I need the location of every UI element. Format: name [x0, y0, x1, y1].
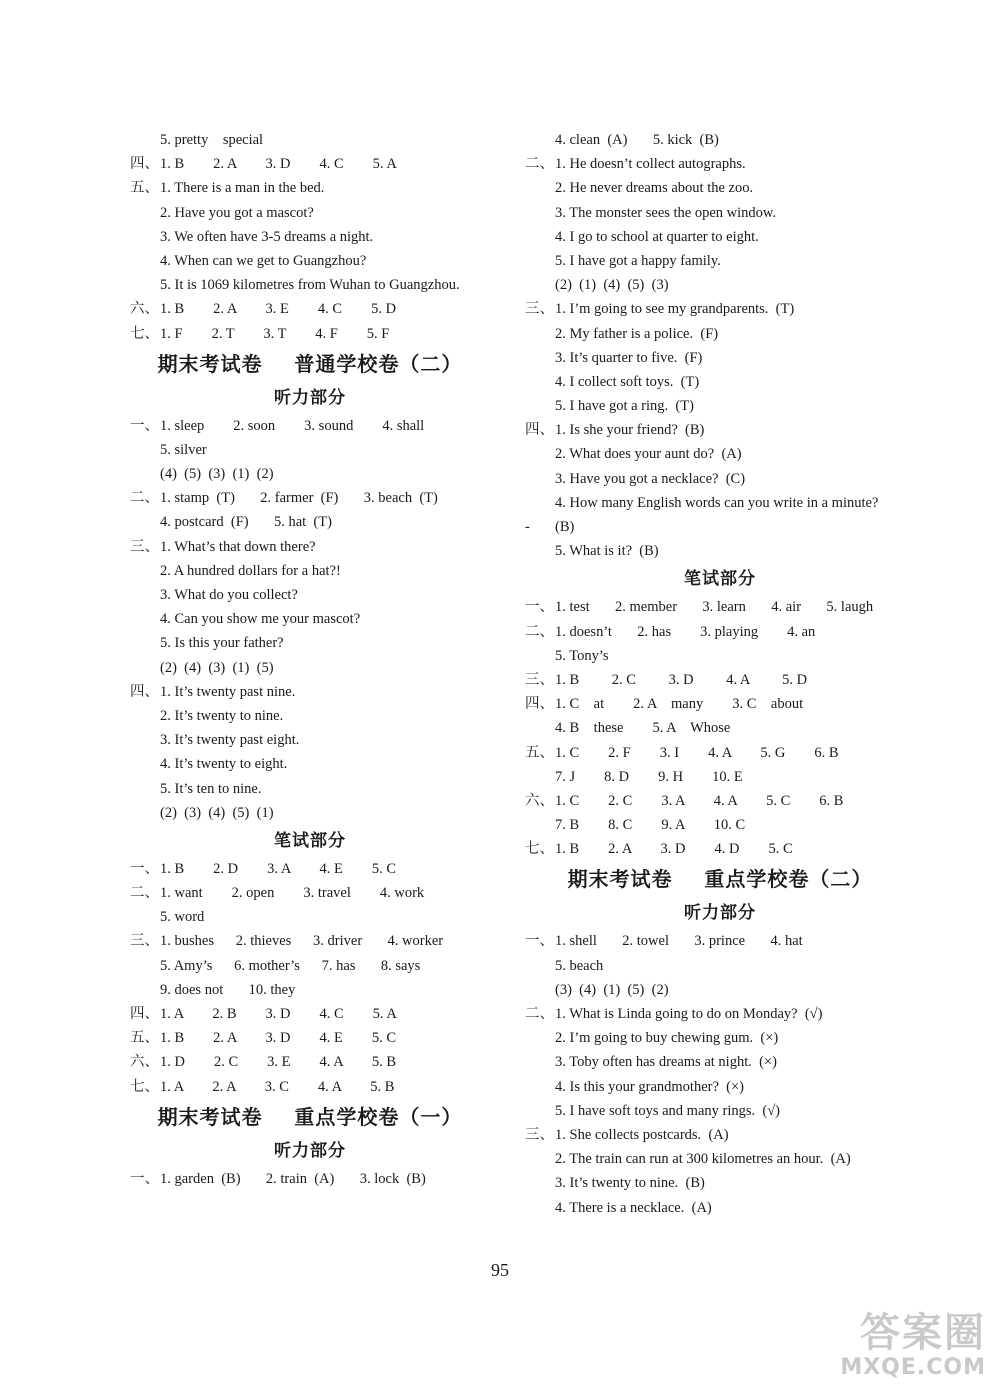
answer-line — [525, 418, 915, 442]
answer-text: 1. C 2. F 3. I 4. A 5. G 6. B — [555, 744, 839, 761]
answer-text: 4. How many English words can you write in a minute? — [555, 494, 879, 511]
section-heading: 期末考试卷 重点学校卷（一） — [157, 1104, 463, 1129]
answer-text: 3. It’s twenty to nine. (B) — [555, 1175, 705, 1192]
answer-text: 4. When can we get to Guangzhou? — [160, 252, 367, 269]
answer-text: 4. B these 5. A Whose — [555, 720, 731, 737]
answer-line — [525, 789, 915, 813]
section-heading: 期末考试卷 重点学校卷（二） — [567, 867, 873, 892]
answer-text: 5. silver — [160, 441, 207, 458]
answer-text: 5. beach — [555, 957, 604, 974]
answer-line — [130, 273, 490, 297]
answer-line — [130, 414, 490, 438]
answer-text: 5. Tony’s — [555, 647, 609, 664]
question-marker: 一、 — [130, 417, 159, 434]
answer-line — [525, 322, 915, 346]
answer-line — [525, 176, 915, 200]
answer-line — [130, 225, 490, 249]
answer-text: 5. I have got a happy family. — [555, 252, 721, 269]
answer-text: 1. bushes 2. thieves 3. driver 4. worker — [160, 933, 444, 950]
answer-text: 1. B 2. C 3. D 4. A 5. D — [555, 671, 808, 688]
answer-line — [525, 978, 915, 1002]
answer-line — [130, 656, 490, 680]
answer-text: 4. I go to school at quarter to eight. — [555, 228, 759, 245]
answer-line — [525, 1147, 915, 1171]
answer-text: 1. B 2. A 3. E 4. C 5. D — [160, 301, 397, 318]
watermark-url: MXQE.COM — [840, 1355, 986, 1380]
answer-text: 1. He doesn’t collect autographs. — [555, 156, 746, 173]
section-heading: 期末考试卷 普通学校卷（二） — [157, 351, 463, 376]
answer-line — [130, 535, 490, 559]
answer-text: 4. Is this your grandmother? (×) — [555, 1078, 744, 1095]
answer-text: 4. postcard (F) 5. hat (T) — [160, 514, 332, 531]
answer-line — [130, 801, 490, 825]
answer-text: 2. He never dreams about the zoo. — [555, 180, 754, 197]
answer-line — [130, 462, 490, 486]
answer-text: 1. I’m going to see my grandparents. (T) — [555, 301, 795, 318]
question-marker: 二、 — [525, 1006, 554, 1022]
answer-text: 1. garden (B) 2. train (A) 3. lock (B) — [160, 1170, 426, 1187]
question-marker: 二、 — [525, 156, 554, 173]
answer-text: 3. Have you got a necklace? (C) — [555, 470, 746, 487]
answer-line — [130, 559, 490, 583]
answer-text: 1. stamp (T) 2. farmer (F) 3. beach (T) — [160, 490, 438, 507]
answer-text: (2) (4) (3) (1) (5) — [160, 659, 274, 676]
answer-line — [130, 1075, 490, 1099]
question-marker: 七、 — [130, 1078, 159, 1095]
answer-line — [525, 954, 915, 978]
answer-text: 1. It’s twenty past nine. — [160, 683, 296, 700]
answer-line — [525, 442, 915, 466]
answer-text: 2. My father is a police. (F) — [555, 325, 719, 342]
question-marker: 三、 — [525, 301, 554, 318]
answer-text: 2. What does your aunt do? (A) — [555, 446, 742, 463]
answer-text: 1. test 2. member 3. learn 4. air 5. laugh — [555, 599, 874, 616]
answer-text: 1. She collects postcards. (A) — [555, 1126, 729, 1143]
answer-text: (B) — [555, 519, 575, 535]
answer-text: 7. B 8. C 9. A 10. C — [555, 817, 746, 834]
right-column — [525, 128, 915, 1220]
page-number: 95 — [491, 1260, 509, 1280]
answer-line — [525, 929, 915, 953]
answer-line — [130, 249, 490, 273]
answer-line — [525, 201, 915, 225]
answer-line — [525, 837, 915, 861]
question-marker: 三、 — [130, 538, 159, 555]
question-marker: 六、 — [130, 301, 159, 318]
question-marker: - — [525, 519, 530, 535]
answer-text: 1. want 2. open 3. travel 4. work — [160, 885, 425, 902]
question-marker: 二、 — [130, 885, 159, 902]
answer-text: 5. What is it? (B) — [555, 543, 659, 560]
answer-line — [525, 491, 915, 515]
answer-line — [130, 486, 490, 510]
answer-line — [525, 370, 915, 394]
answer-line — [525, 813, 915, 837]
question-marker: 七、 — [130, 325, 159, 342]
question-marker: 六、 — [130, 1054, 159, 1071]
answer-text: 1. Is she your friend? (B) — [555, 422, 705, 439]
answer-text: 3. What do you collect? — [160, 587, 298, 603]
answer-line — [525, 716, 915, 740]
answer-text: 7. J 8. D 9. H 10. E — [555, 768, 743, 785]
question-marker: 五、 — [130, 1030, 159, 1047]
answer-text: 3. Toby often has dreams at night. (×) — [555, 1054, 777, 1071]
answer-text: 5. word — [160, 909, 205, 926]
answer-text: 1. F 2. T 3. T 4. F 5. F — [160, 325, 390, 342]
question-marker: 五、 — [525, 744, 554, 761]
answer-line — [130, 1050, 490, 1074]
question-marker: 三、 — [130, 933, 159, 950]
answer-line — [525, 152, 915, 176]
answer-text: 1. B 2. D 3. A 4. E 5. C — [160, 860, 397, 877]
left-column — [130, 128, 490, 1191]
answer-text: 4. I collect soft toys. (T) — [555, 373, 700, 390]
answer-line — [130, 176, 490, 200]
answer-text: 1. B 2. A 3. D 4. C 5. A — [160, 156, 397, 173]
question-marker: 五、 — [130, 180, 159, 197]
question-marker: 三、 — [525, 671, 554, 688]
answer-line — [130, 1167, 490, 1191]
answer-text: 1. A 2. B 3. D 4. C 5. A — [160, 1006, 397, 1022]
answer-text: 5. It’s ten to nine. — [160, 780, 262, 797]
answer-line — [525, 1002, 915, 1026]
answer-line — [130, 438, 490, 462]
answer-text: (3) (4) (1) (5) (2) — [555, 981, 669, 998]
answer-line — [130, 728, 490, 752]
answer-line — [525, 1026, 915, 1050]
answer-line — [525, 1050, 915, 1074]
answer-line — [525, 297, 915, 321]
answer-text: 4. There is a necklace. (A) — [555, 1199, 712, 1216]
answer-text: 1. C 2. C 3. A 4. A 5. C 6. B — [555, 792, 844, 809]
answer-line — [130, 1026, 490, 1050]
answer-line — [130, 631, 490, 655]
answer-text: 5. It is 1069 kilometres from Wuhan to Guangzhou. — [160, 277, 460, 294]
answer-line — [130, 201, 490, 225]
answer-line — [525, 273, 915, 297]
answer-line — [525, 346, 915, 370]
question-marker: 四、 — [130, 1006, 159, 1022]
watermark — [840, 1311, 986, 1380]
answer-line — [525, 1075, 915, 1099]
answer-text: 2. It’s twenty to nine. — [160, 707, 284, 724]
answer-line — [130, 704, 490, 728]
answer-line — [130, 929, 490, 953]
question-marker: 四、 — [525, 696, 554, 713]
question-marker: 四、 — [130, 683, 159, 700]
question-marker: 二、 — [525, 623, 554, 640]
answer-line — [525, 394, 915, 418]
answer-text: 1. B 2. A 3. D 4. D 5. C — [555, 841, 793, 858]
answer-text: 4. clean (A) 5. kick (B) — [555, 132, 719, 148]
question-marker: 一、 — [525, 599, 554, 616]
answer-text: 1. B 2. A 3. D 4. E 5. C — [160, 1030, 397, 1047]
answer-text: 4. It’s twenty to eight. — [160, 756, 288, 773]
answer-line — [525, 249, 915, 273]
answer-line — [130, 510, 490, 534]
question-marker: 三、 — [525, 1126, 554, 1143]
answer-line — [130, 978, 490, 1002]
answer-line — [130, 152, 490, 176]
question-marker: 六、 — [525, 792, 554, 809]
answer-line — [525, 128, 915, 152]
answer-line — [130, 297, 490, 321]
subsection-heading: 听力部分 — [684, 903, 756, 924]
answer-text: 5. I have soft toys and many rings. (√) — [555, 1102, 781, 1119]
answer-line — [525, 620, 915, 644]
answer-text: 2. I’m going to buy chewing gum. (×) — [555, 1030, 779, 1047]
answer-line — [525, 595, 915, 619]
answer-line — [525, 1196, 915, 1220]
question-marker: 一、 — [525, 933, 554, 950]
answer-line — [130, 128, 490, 152]
answer-text: 2. Have you got a mascot? — [160, 204, 314, 221]
answer-text: 5. pretty special — [160, 132, 264, 148]
subsection-heading: 听力部分 — [274, 387, 346, 408]
answer-line — [130, 607, 490, 631]
answer-text: 1. What’s that down there? — [160, 538, 316, 555]
answer-text: (2) (3) (4) (5) (1) — [160, 804, 274, 821]
answer-text: 1. doesn’t 2. has 3. playing 4. an — [555, 623, 816, 640]
question-marker: 一、 — [130, 1170, 159, 1187]
answer-text: (2) (1) (4) (5) (3) — [555, 277, 669, 294]
question-marker: 一、 — [130, 860, 159, 877]
question-marker: 二、 — [130, 490, 159, 507]
answer-text: 5. I have got a ring. (T) — [555, 398, 694, 415]
answer-text: 5. Is this your father? — [160, 635, 284, 652]
answer-line — [525, 741, 915, 765]
answer-line — [130, 1002, 490, 1026]
answer-line — [130, 777, 490, 801]
question-marker: 七、 — [525, 841, 554, 858]
answer-line — [525, 225, 915, 249]
answer-line — [525, 668, 915, 692]
watermark-logo-text: 答案圈 — [860, 1310, 986, 1356]
answer-line — [130, 857, 490, 881]
answer-text: 3. We often have 3-5 dreams a night. — [160, 228, 374, 245]
answer-text: 1. There is a man in the bed. — [160, 180, 325, 197]
answer-line — [130, 905, 490, 929]
answer-text: 3. It’s quarter to five. (F) — [555, 349, 703, 366]
answer-line — [525, 692, 915, 716]
answer-text: 3. The monster sees the open window. — [555, 204, 777, 221]
answer-text: 1. sleep 2. soon 3. sound 4. shall — [160, 417, 425, 434]
subsection-heading: 笔试部分 — [684, 569, 756, 590]
answer-line — [525, 765, 915, 789]
answer-text: (4) (5) (3) (1) (2) — [160, 466, 274, 483]
question-marker: 四、 — [130, 156, 159, 173]
answer-text: 2. A hundred dollars for a hat?! — [160, 562, 341, 579]
answer-text: 5. Amy’s 6. mother’s 7. has 8. says — [160, 957, 421, 974]
answer-line — [130, 680, 490, 704]
answer-text: 9. does not 10. they — [160, 981, 296, 998]
answer-text: 1. What is Linda going to do on Monday? (√) — [555, 1006, 823, 1022]
answer-line — [525, 467, 915, 491]
answer-line — [525, 1099, 915, 1123]
answer-line — [525, 1123, 915, 1147]
answer-line — [130, 881, 490, 905]
answer-text: 1. D 2. C 3. E 4. A 5. B — [160, 1054, 397, 1071]
answer-line — [130, 954, 490, 978]
answer-line — [525, 515, 915, 539]
answer-line — [525, 644, 915, 668]
answer-line — [525, 1171, 915, 1195]
subsection-heading: 听力部分 — [274, 1140, 346, 1161]
answer-text: 1. C at 2. A many 3. C about — [555, 696, 804, 713]
answer-text: 1. shell 2. towel 3. prince 4. hat — [555, 933, 803, 950]
question-marker: 四、 — [525, 422, 554, 439]
subsection-heading: 笔试部分 — [274, 830, 346, 851]
answer-text: 3. It’s twenty past eight. — [160, 732, 300, 749]
answer-line — [130, 583, 490, 607]
answer-line — [130, 752, 490, 776]
answer-text: 2. The train can run at 300 kilometres an hour. (A) — [555, 1151, 851, 1168]
answer-line — [130, 322, 490, 346]
answer-text: 1. A 2. A 3. C 4. A 5. B — [160, 1078, 395, 1095]
answer-text: 4. Can you show me your mascot? — [160, 611, 361, 628]
answer-line — [525, 539, 915, 563]
